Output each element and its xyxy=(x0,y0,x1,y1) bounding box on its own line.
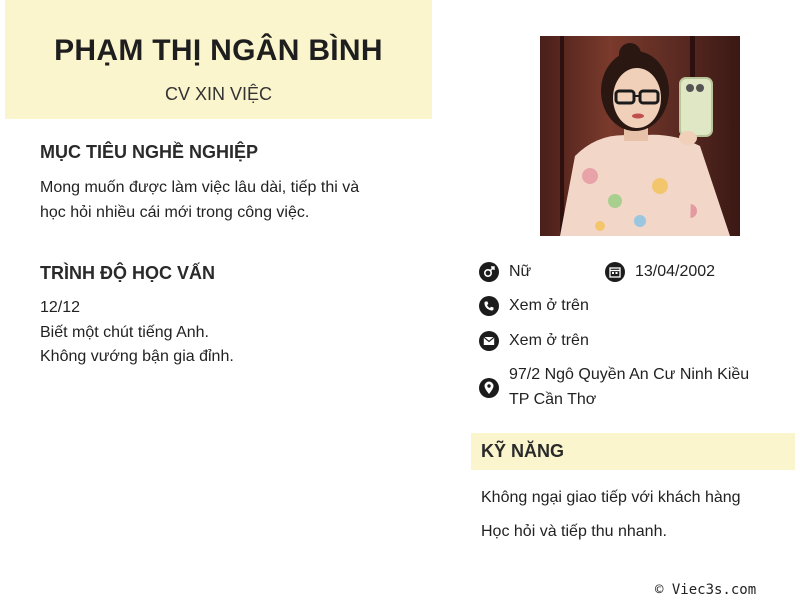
birthday-text: 13/04/2002 xyxy=(635,263,716,280)
objective-text xyxy=(40,176,359,225)
education-line: Không vướng bận gia đỉnh. xyxy=(40,348,234,365)
skill-item: Không ngại giao tiếp với khách hàng xyxy=(481,489,741,506)
phone-text: Xem ở trên xyxy=(509,297,589,314)
phone-icon xyxy=(479,296,499,316)
header-box xyxy=(5,0,432,119)
email-icon xyxy=(479,331,499,351)
gender-icon xyxy=(479,262,499,282)
objective-title: MỤC TIÊU NGHỀ NGHIỆP xyxy=(40,142,259,162)
skill-item: Học hỏi và tiếp thu nhanh. xyxy=(481,523,667,540)
watermark: © Viec3s.com xyxy=(655,582,757,598)
objective-line: Mong muốn được làm việc lâu dài, tiếp thi và xyxy=(40,179,360,196)
gender-text: Nữ xyxy=(509,263,532,280)
address-line: 97/2 Ngô Quyền An Cư Ninh Kiều xyxy=(509,366,750,383)
education-title: TRÌNH ĐỘ HỌC VẤN xyxy=(40,263,215,283)
cv-subtitle: CV XIN VIỆC xyxy=(164,84,273,104)
education-line: Biết một chút tiếng Anh. xyxy=(40,323,209,341)
skills-title: KỸ NĂNG xyxy=(481,441,565,461)
address-text xyxy=(509,363,749,412)
candidate-name: PHẠM THỊ NGÂN BÌNH xyxy=(54,34,383,67)
calendar-icon xyxy=(605,262,625,282)
location-icon xyxy=(479,378,499,398)
education-text xyxy=(40,296,234,370)
email-text: Xem ở trên xyxy=(509,332,589,349)
education-line: 12/12 xyxy=(40,299,81,316)
address-line: TP Cần Thơ xyxy=(509,390,597,408)
profile-photo xyxy=(540,36,740,236)
skills-header xyxy=(471,433,795,470)
objective-line: học hỏi nhiều cái mới trong công việc. xyxy=(40,203,310,221)
